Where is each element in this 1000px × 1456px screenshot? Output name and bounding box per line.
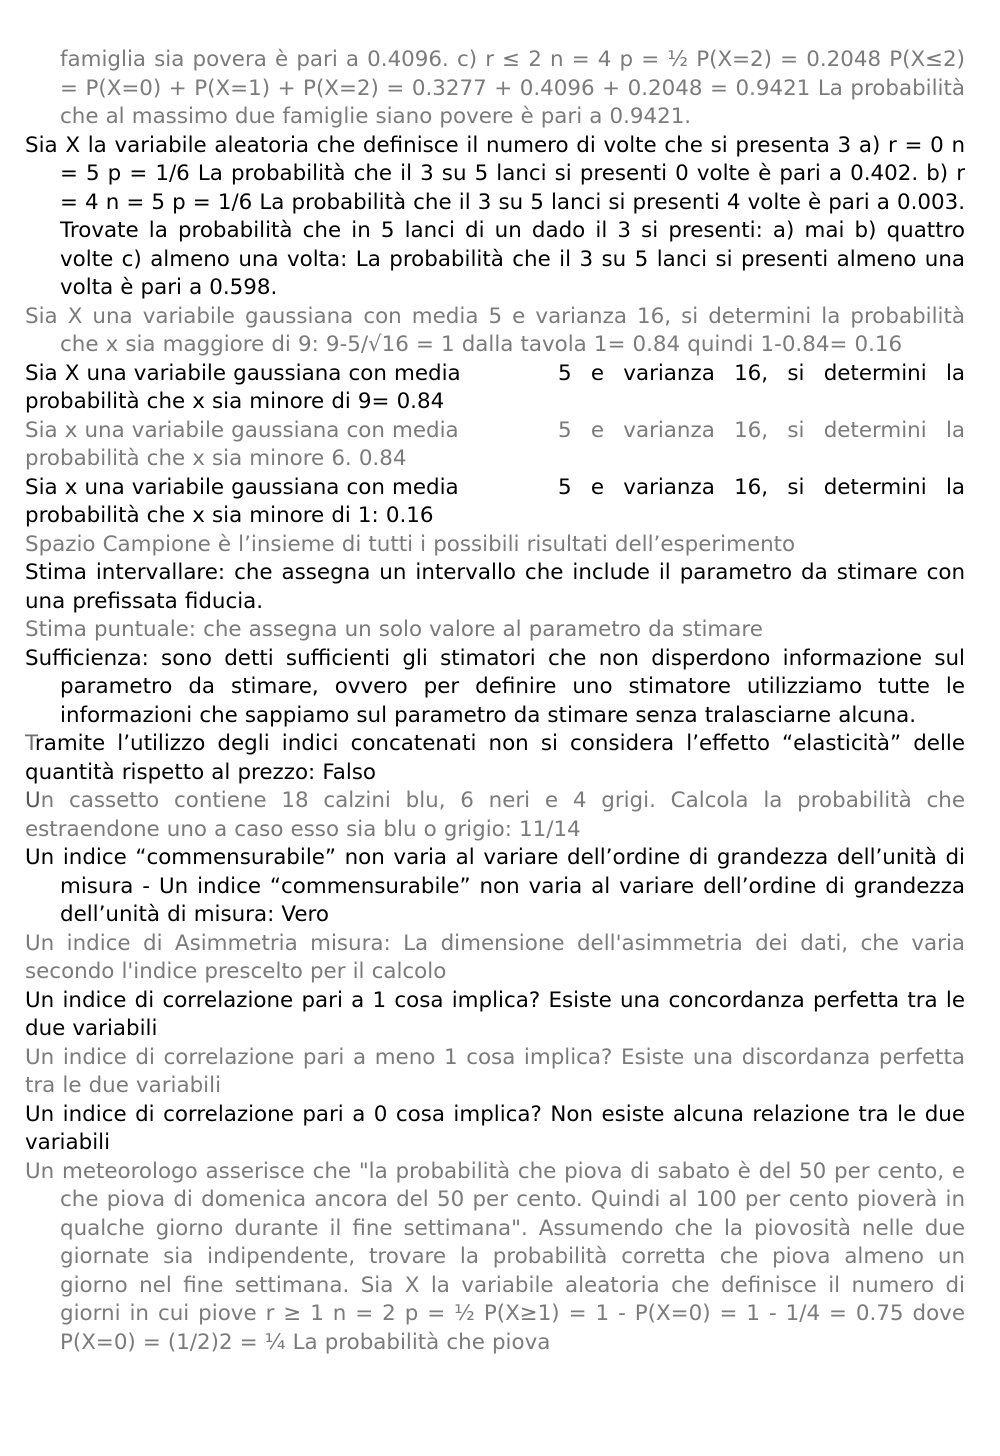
line-left: Sia X una variabile gaussiana con media [25, 360, 461, 386]
paragraph-dice-variable: Sia X la variabile aleatoria che definisce il numero di volte che si presenta 3 a) r = 0 n = 5 p = 1/6 La probabilità che il 3 su 5 lanci si presenti 0 volte è pari a 0.402. b) r = 4 n = 5 p = 1/6 La probabilità che il 3 su 5 lanci si presenti 4 volte è pari a 0.003. Trovate la probabilità che in 5 lanci di un dado il 3 si presenti: a) mai b) quattro volte c) almeno una volta: La probabilità che il 3 su 5 lanci si presenti almeno una volta è pari a 0.598. [25, 132, 965, 300]
paragraph-commensurable-index: Un indice “commensurabile” non varia al variare dell’ordine di grandezza dell’unità di misura - Un indice “commensurabile” non varia al variare dell’ordine di grandezza dell’unità di misura: Vero [25, 845, 965, 927]
paragraph-body: ramite l’utilizzo degli indici concatenati non si considera l’effetto “elasticità” delle quantità rispetto al prezzo: Falso [25, 731, 965, 785]
paragraph-interval-estimate: Stima intervallare: che assegna un intervallo che include il parametro da stimare con una prefissata fiducia. [25, 560, 965, 614]
line-rest: probabilità che x sia minore di 9= 0.84 [25, 389, 445, 414]
line-rest: probabilità che x sia minore di 1: 0.16 [25, 503, 434, 528]
paragraph-poverty-continuation: famiglia sia povera è pari a 0.4096. c) r ≤ 2 n = 4 p = ½ P(X=2) = 0.2048 P(X≤2) = P(X=0) + P(X=1) + P(X=2) = 0.3277 + 0.4096 + 0.2048 = 0.9421 La probabilità che al massimo due famiglie siano povere è pari a 0.9421. [60, 47, 965, 129]
line-left: Sia x una variabile gaussiana con media [25, 417, 459, 443]
paragraph-point-estimate: Stima puntuale: che assegna un solo valore al parametro da stimare [25, 617, 763, 642]
paragraph-correlation-1: Un indice di correlazione pari a 1 cosa implica? Esiste una concordanza perfetta tra le due variabili [25, 987, 965, 1041]
line-left: Sia x una variabile gaussiana con media [25, 474, 459, 500]
line-right: 5 e varianza 16, si determini la [558, 474, 965, 500]
line-rest: probabilità che x sia minore 6. 0.84 [25, 446, 407, 471]
document-page [25, 46, 965, 1357]
paragraph-gaussian-greater-9: Sia X una variabile gaussiana con media 5 e varianza 16, si determini la probabilità che x sia maggiore di 9: 9-5/√16 = 1 dalla tavola 1= 0.84 quindi 1-0.84= 0.16 [25, 303, 965, 357]
paragraph-body: n cassetto contiene 18 calzini blu, 6 neri e 4 grigi. Calcola la probabilità che estraendone uno a caso esso sia blu o grigio: 11/14 [25, 788, 965, 842]
paragraph-correlation-minus-1: Un indice di correlazione pari a meno 1 cosa implica? Esiste una discordanza perfetta tra le due variabili [25, 1044, 965, 1098]
paragraph-gaussian-less-6 [25, 417, 965, 474]
paragraph-correlation-0: Un indice di correlazione pari a 0 cosa implica? Non esiste alcuna relazione tra le due variabili [25, 1101, 965, 1155]
paragraph-gaussian-less-9 [25, 360, 965, 417]
paragraph-socks-drawer [25, 787, 965, 844]
line-right: 5 e varianza 16, si determini la [558, 417, 965, 443]
paragraph-sufficiency: Sufficienza: sono detti sufficienti gli stimatori che non disperdono informazione sul parametro da stimare, ovvero per definire uno stimatore utilizziamo tutte le informazioni che sappiamo sul parametro da stimare senza tralasciarne alcuna. [25, 645, 965, 728]
paragraph-chained-indices [25, 730, 965, 787]
paragraph-asymmetry-index: Un indice di Asimmetria misura: La dimensione dell'asimmetria dei dati, che varia secondo l'indice prescelto per il calcolo [25, 930, 965, 984]
paragraph-gaussian-less-1 [25, 474, 965, 531]
line-right: 5 e varianza 16, si determini la [558, 360, 965, 386]
paragraph-sample-space: Spazio Campione è l’insieme di tutti i possibili risultati dell’esperimento [25, 531, 796, 557]
paragraph-meteorologist: Un meteorologo asserisce che "la probabilità che piova di sabato è del 50 per cento, e che piova di domenica ancora del 50 per cento. Quindi al 100 per cento pioverà in qualche giorno durante il fine settimana". Assumendo che la piovosità nelle due giornate sia indipendente, trovare la probabilità corretta che piova almeno un giorno nel fine settimana. Sia X la variabile aleatoria che definisce il numero di giorni in cui piove r ≥ 1 n = 2 p = ½ P(X≥1) = 1 - P(X=0) = 1 - 1/4 = 0.75 dove P(X=0) = (1/2)2 = ¼ La probabilità che piova [25, 1158, 965, 1355]
initial-letter: T [25, 731, 35, 756]
initial-letter: U [25, 788, 41, 813]
